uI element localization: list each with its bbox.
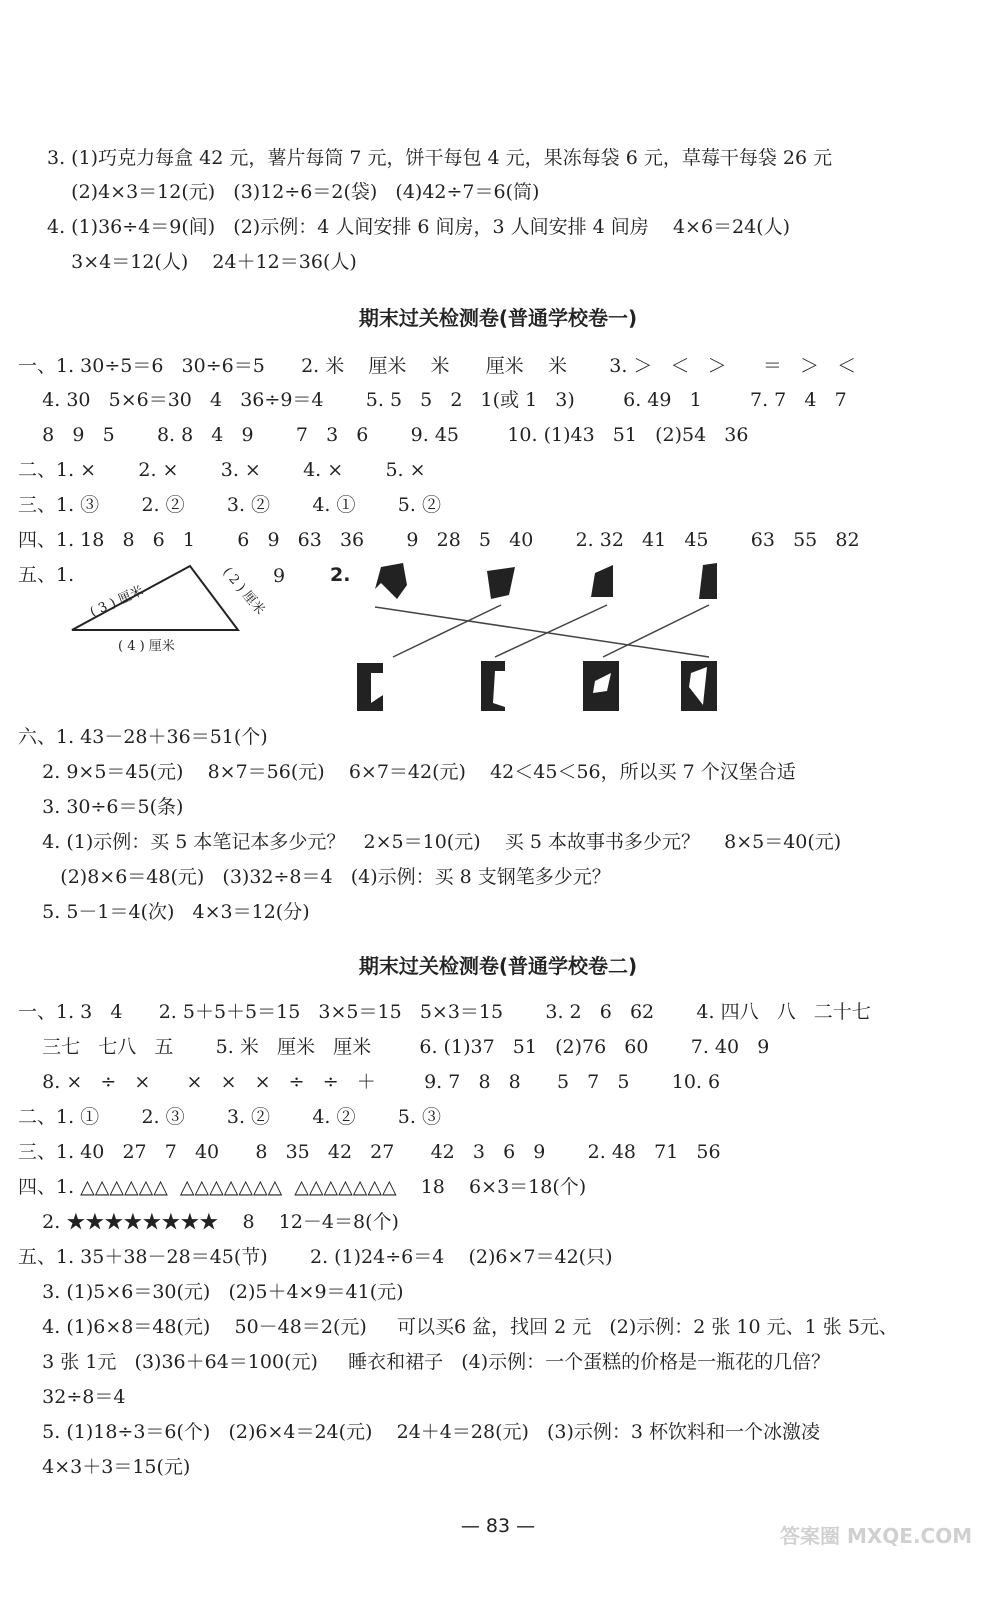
answer-line: 一、1. 30÷5＝6 30÷6＝5 2. 米 厘米 米 厘米 米 3. ＞ ＜ ＞ ＝ ＞ ＜ bbox=[18, 355, 857, 377]
answer-line: 3 张 1元 (3)36＋64＝100(元) 睡衣和裙子 (4)示例：一个蛋糕的价格是一瓶花的几倍？ bbox=[18, 1351, 831, 1373]
page-number: — 83 — bbox=[460, 1515, 536, 1537]
answer-line: 5. 5－1＝4(次) 4×3＝12(分) bbox=[18, 901, 310, 923]
section-title-exam-1: 期末过关检测卷(普通学校卷一) bbox=[358, 306, 638, 330]
triangle-figure bbox=[60, 560, 270, 660]
answer-line: 二、1. × 2. × 3. × 4. × 5. × bbox=[18, 459, 426, 481]
answer-line: 8. × ÷ × × × × ÷ ÷ ＋ 9. 7 8 8 5 7 5 10. 6 bbox=[18, 1071, 721, 1093]
answer-line: 三、1. 40 27 7 40 8 35 42 27 42 3 6 9 2. 48 71 56 bbox=[18, 1141, 721, 1163]
section-title-exam-2: 期末过关检测卷(普通学校卷二) bbox=[358, 954, 638, 978]
answer-line-top-1: 3. (1)巧克力每盒 42 元，薯片每筒 7 元，饼干每包 4 元，果冻每袋 6 元，草莓干每袋 26 元 bbox=[47, 147, 833, 169]
answer-label: 五、1. bbox=[18, 564, 75, 586]
answer-line: 一、1. 3 4 2. 5＋5＋5＝15 3×5＝15 5×3＝15 3. 2 6 62 4. 四八 八 二十七 bbox=[18, 1001, 871, 1023]
answer-number: 9 bbox=[273, 565, 286, 587]
answer-line: 2. 9×5＝45(元) 8×7＝56(元) 6×7＝42(元) 42＜45＜56，所以买 7 个汉堡合适 bbox=[18, 761, 796, 783]
triangle-label-right: ( 2 ) 厘米 bbox=[219, 564, 268, 618]
answer-label: 2. bbox=[330, 564, 351, 586]
answer-line: 4×3＋3＝15(元) bbox=[18, 1456, 191, 1478]
answer-line-top-2: (2)4×3＝12(元) (3)12÷6＝2(袋) (4)42÷7＝6(筒) bbox=[47, 181, 540, 203]
answer-line: 三、1. ③ 2. ② 3. ② 4. ① 5. ② bbox=[18, 494, 441, 516]
answer-line: 四、1. 18 8 6 1 6 9 63 36 9 28 5 40 2. 32 41 45 63 55 82 bbox=[18, 529, 860, 551]
shape-matching-figure bbox=[345, 555, 735, 720]
triangle-label-bottom: ( 4 ) 厘米 bbox=[118, 639, 175, 654]
answer-line: 二、1. ① 2. ③ 3. ② 4. ② 5. ③ bbox=[18, 1106, 441, 1128]
answer-line: 3. (1)5×6＝30(元) (2)5＋4×9＝41(元) bbox=[18, 1281, 404, 1303]
answer-line: 3. 30÷6＝5(条) bbox=[18, 796, 184, 818]
answer-line: 2. ★★★★★★★★ 8 12－4＝8(个) bbox=[18, 1211, 399, 1233]
answer-line-top-3: 4. (1)36÷4＝9(间) (2)示例：4 人间安排 6 间房，3 人间安排 4 间房 4×6＝24(人) bbox=[47, 216, 791, 238]
answer-line: 4. (1)示例：买 5 本笔记本多少元？ 2×5＝10(元) 买 5 本故事书多少元？ 8×5＝40(元) bbox=[18, 831, 842, 853]
answer-line: 五、1. 35＋38－28＝45(节) 2. (1)24÷6＝4 (2)6×7＝42(只) bbox=[18, 1246, 613, 1268]
answer-line: 三七 七八 五 5. 米 厘米 厘米 6. (1)37 51 (2)76 60 7. 40 9 bbox=[18, 1036, 770, 1058]
answer-line: 四、1. △△△△△△ △△△△△△△ △△△△△△△ 18 6×3＝18(个) bbox=[18, 1176, 587, 1198]
answer-line: 5. (1)18÷3＝6(个) (2)6×4＝24(元) 24＋4＝28(元) (3)示例：3 杯饮料和一个冰激凌 bbox=[18, 1421, 821, 1443]
answer-line: 8 9 5 8. 8 4 9 7 3 6 9. 45 10. (1)43 51 (2)54 36 bbox=[18, 424, 749, 446]
watermark-logo: 答案圈 MXQE.COM bbox=[780, 1524, 973, 1548]
answer-line-top-4: 3×4＝12(人) 24＋12＝36(人) bbox=[47, 251, 357, 273]
answer-line: 六、1. 43－28＋36＝51(个) bbox=[18, 726, 268, 748]
triangle-label-left: ( 3 ) 厘米 bbox=[87, 583, 146, 621]
answer-line: (2)8×6＝48(元) (3)32÷8＝4 (4)示例：买 8 支钢笔多少元？ bbox=[18, 866, 611, 888]
answer-line: 32÷8＝4 bbox=[18, 1386, 126, 1408]
answer-line: 4. 30 5×6＝30 4 36÷9＝4 5. 5 5 2 1(或 1 3) 6. 49 1 7. 7 4 7 bbox=[18, 389, 847, 411]
answer-line: 4. (1)6×8＝48(元) 50－48＝2(元) 可以买6 盆，找回 2 元 (2)示例：2 张 10 元、1 张 5元、 bbox=[18, 1316, 898, 1338]
